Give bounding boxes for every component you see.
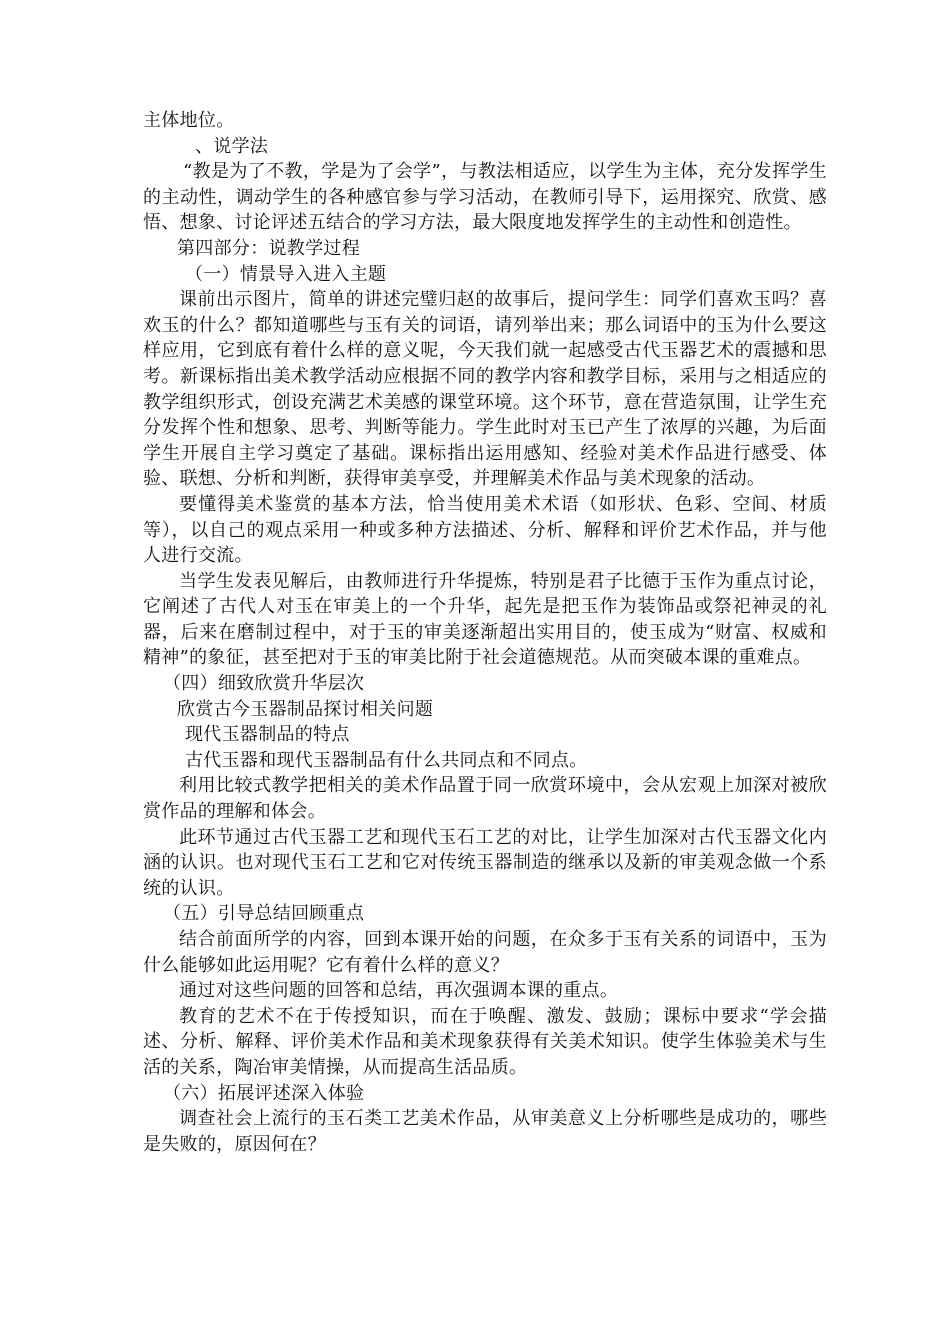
text-line: 欣赏古今玉器制品探讨相关问题 — [177, 698, 434, 720]
text-line: 现代玉器制品的特点 — [185, 724, 350, 746]
paragraph: 要懂得美术鉴赏的基本方法，恰当使用美术术语（如形状、色彩、空间、材质等），以自己的观点采用一种或多种方法描述、分析、解释和评价艺术作品，并与他人进行交流。 — [143, 493, 827, 567]
paragraph: 利用比较式教学把相关的美术作品置于同一欣赏环境中，会从宏观上加深对被欣赏作品的理解和体会。 — [143, 775, 827, 823]
section-heading: （六）拓展评述深入体验 — [163, 1082, 365, 1104]
paragraph: 结合前面所学的内容，回到本课开始的问题，在众多于玉有关系的词语中，玉为什么能够如此运用呢？它有着什么样的意义？ — [143, 929, 827, 976]
part-heading: 第四部分：说教学过程 — [177, 237, 360, 259]
paragraph: 调查社会上流行的玉石类工艺美术作品，从审美意义上分析哪些是成功的，哪些是失败的，原因何在？ — [143, 1108, 827, 1155]
text-line: 古代玉器和现代玉器制品有什么共同点和不同点。 — [185, 749, 588, 771]
document-body — [143, 108, 827, 1157]
paragraph: 教育的艺术不在于传授知识，而在于唤醒、激发、鼓励；课标中要求“学会描述、分析、解释、评价美术作品和美术现象获得有关美术知识。使学生体验美术与生活的关系，陶冶审美情操，从而提高生活品质。 — [143, 1005, 827, 1078]
paragraph: 当学生发表见解后，由教师进行升华提炼，特别是君子比德于玉作为重点讨论，它阐述了古代人对玉在审美上的一个升华，起先是把玉作为装饰品或祭祀神灵的礼器，后来在磨制过程中，对于玉的审美逐渐超出实用目的，使玉成为“财富、权威和精神”的象征，甚至把对于玉的审美比附于社会道德规范。从而突破本课的重难点。 — [143, 570, 827, 669]
paragraph: “教是为了不教，学是为了会学”，与教法相适应，以学生为主体，充分发挥学生的主动性，调动学生的各种感官参与学习活动，在教师引导下，运用探究、欣赏、感悟、想象、讨论评述五结合的学习方法，最大限度地发挥学生的主动性和创造性。 — [143, 161, 827, 234]
section-heading: （五）引导总结回顾重点 — [163, 903, 365, 925]
section-heading: （四）细致欣赏升华层次 — [163, 673, 365, 695]
paragraph: 通过对这些问题的回答和总结，再次强调本课的重点。 — [179, 980, 619, 1002]
section-heading: （一）情景导入进入主题 — [185, 263, 387, 285]
text-line: 主体地位。 — [143, 110, 235, 131]
paragraph: 课前出示图片，简单的讲述完璧归赵的故事后，提问学生：同学们喜欢玉吗？喜欢玉的什么？都知道哪些与玉有关的词语，请列举出来；那么词语中的玉为什么要这样应用，它到底有着什么样的意义呢，今天我们就一起感受古代玉器艺术的震撼和思考。新课标指出美术教学活动应根据不同的教学内容和教学目标，采用与之相适应的教学组织形式，创设充满艺术美感的课堂环境。这个环节，意在营造氛围，让学生充分发挥个性和想象、思考、判断等能力。学生此时对玉已产生了浓厚的兴趣，为后面学生开展自主学习奠定了基础。课标指出运用感知、经验对美术作品进行感受、体验、联想、分析和判断，获得审美享受，并理解美术作品与美术现象的活动。 — [143, 289, 827, 490]
section-heading: 、说学法 — [195, 135, 269, 157]
paragraph: 此环节通过古代玉器工艺和现代玉石工艺的对比，让学生加深对古代玉器文化内涵的认识。也对现代玉石工艺和它对传统玉器制造的继承以及新的审美观念做一个系统的认识。 — [143, 826, 827, 899]
